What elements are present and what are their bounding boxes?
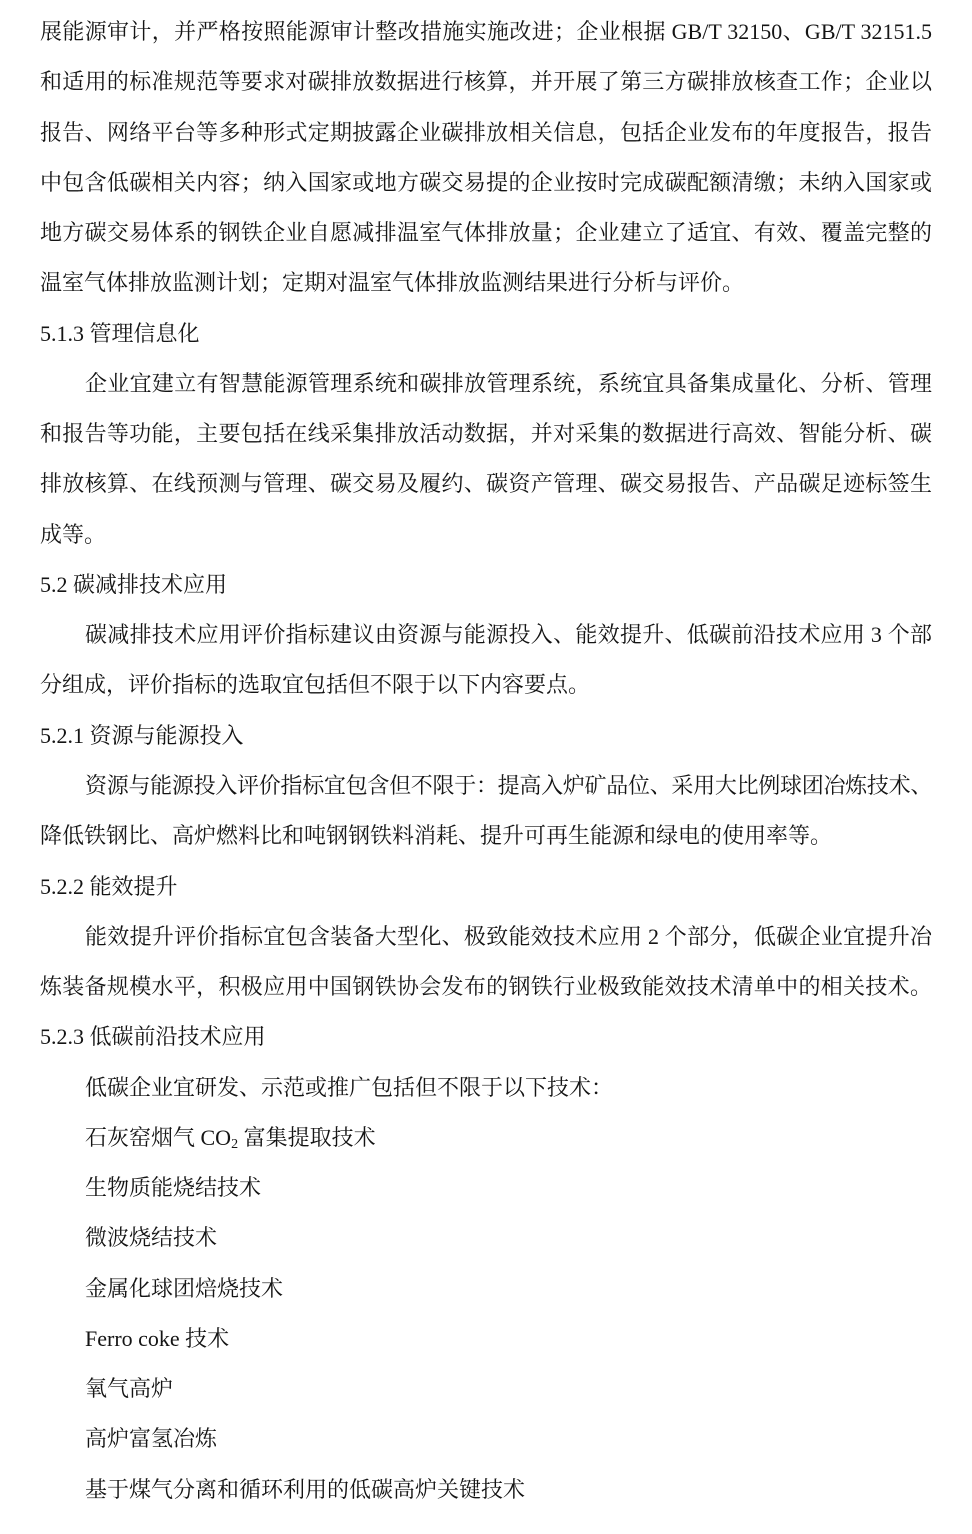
text-line: 地方碳交易体系的钢铁企业自愿减排温室气体排放量；企业建立了适宜、有效、覆盖完整的 bbox=[40, 220, 932, 246]
text-line: 炼装备规模水平，积极应用中国钢铁协会发布的钢铁行业极致能效技术清单中的相关技术。 bbox=[40, 974, 932, 1000]
text-line: 和报告等功能，主要包括在线采集排放活动数据，并对采集的数据进行高效、智能分析、碳 bbox=[40, 421, 932, 447]
section-5-1-3 bbox=[40, 309, 932, 560]
text-line: 温室气体排放监测计划；定期对温室气体排放监测结果进行分析与评价。 bbox=[40, 270, 745, 296]
list-item: 基于煤气分离和循环利用的低碳高炉关键技术 bbox=[85, 1476, 526, 1502]
section-heading: 5.1.3 管理信息化 bbox=[40, 320, 200, 346]
section-heading: 5.2.3 低碳前沿技术应用 bbox=[40, 1024, 266, 1050]
text-line: 中包含低碳相关内容；纳入国家或地方碳交易提的企业按时完成碳配额清缴；未纳入国家或 bbox=[40, 169, 932, 195]
section-heading: 5.2.2 能效提升 bbox=[40, 873, 178, 899]
list-item-text: 富集提取技术 bbox=[238, 1124, 376, 1150]
text-line: 展能源审计，并严格按照能源审计整改措施实施改进；企业根据 GB/T 32150、GB/T 32151.5 bbox=[40, 19, 932, 44]
section-heading: 5.2 碳减排技术应用 bbox=[40, 571, 228, 597]
text-line: 企业宜建立有智慧能源管理系统和碳排放管理系统，系统宜具备集成量化、分析、管理 bbox=[85, 370, 932, 396]
text-line: 成等。 bbox=[40, 521, 107, 547]
technology-list bbox=[40, 1113, 932, 1515]
list-item-text: 石灰窑烟气 CO bbox=[85, 1124, 232, 1150]
text-line: 低碳企业宜研发、示范或推广包括但不限于以下技术： bbox=[85, 1074, 614, 1100]
list-item: 高炉富氢冶炼 bbox=[85, 1426, 218, 1452]
list-item: 微波烧结技术 bbox=[85, 1225, 218, 1251]
list-item: 生物质能烧结技术 bbox=[85, 1175, 262, 1201]
list-item: Ferro coke 技术 bbox=[85, 1325, 230, 1351]
text-line: 分组成，评价指标的选取宜包括但不限于以下内容要点。 bbox=[40, 672, 591, 698]
text-line: 和适用的标准规范等要求对碳排放数据进行核算，并开展了第三方碳排放核查工作；企业以 bbox=[40, 69, 932, 95]
intro-paragraph bbox=[40, 7, 932, 309]
text-line: 资源与能源投入评价指标宜包含但不限于：提高入炉矿品位、采用大比例球团冶炼技术、 bbox=[85, 772, 932, 798]
subscript: 2 bbox=[231, 1136, 239, 1152]
list-item: 金属化球团焙烧技术 bbox=[85, 1275, 284, 1301]
text-line: 能效提升评价指标宜包含装备大型化、极致能效技术应用 2 个部分，低碳企业宜提升冶 bbox=[85, 923, 932, 949]
text-line: 降低铁钢比、高炉燃料比和吨钢钢铁料消耗、提升可再生能源和绿电的使用率等。 bbox=[40, 823, 833, 849]
section-heading: 5.2.1 资源与能源投入 bbox=[40, 722, 244, 748]
text-line: 碳减排技术应用评价指标建议由资源与能源投入、能效提升、低碳前沿技术应用 3 个部 bbox=[85, 622, 932, 648]
section-5-2-3 bbox=[40, 1012, 932, 1515]
text-line: 排放核算、在线预测与管理、碳交易及履约、碳资产管理、碳交易报告、产品碳足迹标签生 bbox=[40, 471, 932, 497]
section-5-2 bbox=[40, 560, 932, 711]
section-5-2-2 bbox=[40, 862, 932, 1013]
text-line: 报告、网络平台等多种形式定期披露企业碳排放相关信息，包括企业发布的年度报告，报告 bbox=[40, 119, 932, 145]
section-5-2-1 bbox=[40, 711, 932, 862]
list-item bbox=[40, 1113, 932, 1163]
list-item: 氧气高炉 bbox=[85, 1376, 174, 1402]
